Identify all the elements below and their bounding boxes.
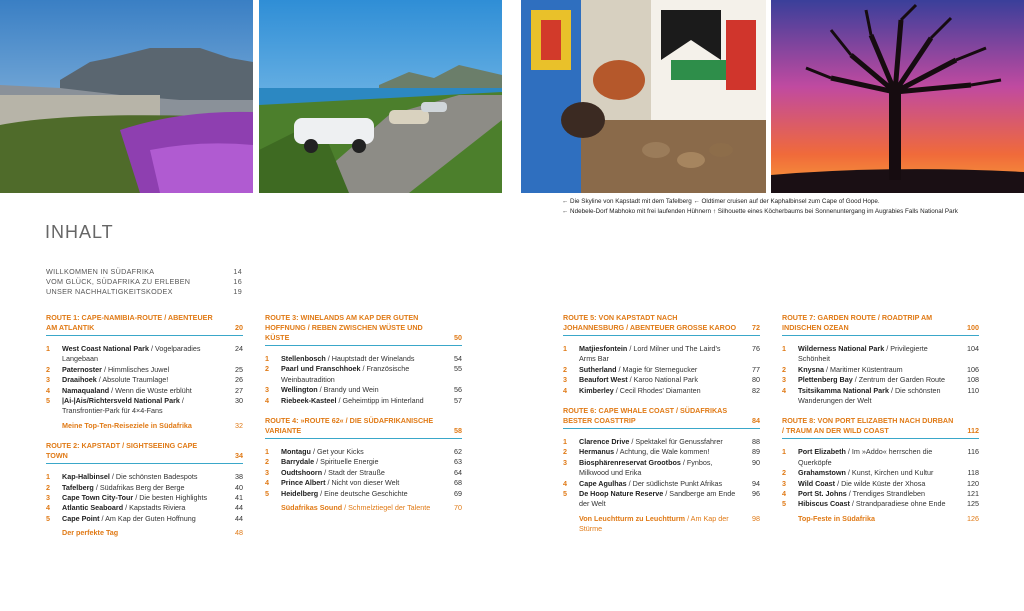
feature-name: Meine Top-Ten-Reiseziele in Südafrika xyxy=(62,420,192,430)
entry-number: 5 xyxy=(782,499,786,509)
entry-desc: / Vogelparadies Langebaan xyxy=(62,344,201,364)
route-heading[interactable] xyxy=(782,313,979,336)
entry-number: 4 xyxy=(265,395,269,405)
entry-text xyxy=(281,364,444,385)
entry-number: 1 xyxy=(563,344,567,353)
entry-number: 3 xyxy=(782,375,786,385)
toc-entry[interactable] xyxy=(563,447,760,457)
entry-number: 3 xyxy=(265,467,269,477)
toc-entry[interactable] xyxy=(265,364,462,385)
entry-desc: / Die besten Highlights xyxy=(133,493,208,503)
entry-desc: / Die wilde Küste der Xhosa xyxy=(835,478,926,488)
toc-entry[interactable] xyxy=(782,447,979,468)
entry-number: 2 xyxy=(782,364,786,374)
entry-name: West Coast National Park xyxy=(62,344,149,353)
page-title: INHALT xyxy=(45,222,114,242)
entry-desc: / Wenn die Wüste erblüht xyxy=(109,385,192,395)
entry-name: De Hoop Nature Reserve xyxy=(579,489,664,499)
toc-entry[interactable] xyxy=(46,375,243,385)
entry-page: 40 xyxy=(235,482,243,492)
toc-entry[interactable] xyxy=(46,472,243,482)
entry-text xyxy=(281,468,444,478)
entry-text xyxy=(579,344,742,365)
entry-number: 1 xyxy=(782,447,786,457)
entry-text xyxy=(281,489,444,499)
entry-page: 25 xyxy=(235,364,243,374)
route-section xyxy=(563,406,760,535)
toc-entry[interactable] xyxy=(782,479,979,489)
entry-text xyxy=(62,514,225,524)
entry-page: 64 xyxy=(454,467,462,477)
entry-page: 41 xyxy=(235,493,243,503)
entry-desc: / Transfrontier-Park für 4×4-Fans xyxy=(62,396,184,416)
toc-entry[interactable] xyxy=(782,468,979,478)
route-heading[interactable] xyxy=(46,441,243,464)
toc-entry[interactable] xyxy=(782,386,979,407)
entry-name: Kap-Halbinsel xyxy=(62,472,110,482)
entry-number: 1 xyxy=(782,344,786,353)
entry-desc: / Magie für Sternegucker xyxy=(616,364,698,374)
entry-page: 77 xyxy=(752,364,760,374)
toc-column-4 xyxy=(782,313,979,534)
entry-name: Tafelberg xyxy=(62,482,94,492)
toc-entry[interactable] xyxy=(563,437,760,447)
entry-text xyxy=(281,385,444,395)
toc-entry[interactable] xyxy=(46,483,243,493)
entry-page: 120 xyxy=(967,478,979,488)
entry-text xyxy=(579,386,742,396)
toc-entry[interactable] xyxy=(563,386,760,396)
entry-number: 1 xyxy=(265,447,269,457)
entry-name: Port St. Johns xyxy=(798,489,847,499)
feature-page: 126 xyxy=(967,513,979,523)
toc-entry[interactable] xyxy=(265,478,462,488)
entry-desc: / Sandberge am Ende der Welt xyxy=(579,489,736,509)
entry-text xyxy=(281,457,444,467)
entry-text xyxy=(281,447,444,457)
entry-text xyxy=(579,458,742,479)
entry-name: Wilderness National Park xyxy=(798,344,885,353)
toc-entry[interactable] xyxy=(563,479,760,489)
route-page: 84 xyxy=(752,416,760,426)
feature-page: 48 xyxy=(235,528,243,538)
entry-text xyxy=(798,365,961,375)
route-page: 34 xyxy=(235,451,243,461)
entry-number: 1 xyxy=(265,354,269,363)
entry-text xyxy=(579,375,742,385)
entry-page: 44 xyxy=(235,503,243,513)
toc-entry[interactable] xyxy=(265,468,462,478)
entry-desc: / Absolute Traumlage! xyxy=(96,375,169,385)
toc-feature-entry[interactable] xyxy=(782,514,979,524)
feature-text xyxy=(798,514,961,524)
entry-desc: / Trendiges Strandleben xyxy=(846,489,926,499)
toc-feature-entry[interactable] xyxy=(46,421,243,431)
entry-number: 4 xyxy=(782,489,786,499)
entry-name: Prince Albert xyxy=(281,478,326,488)
entry-text xyxy=(62,493,225,503)
entry-desc: / Am Kap der Guten Hoffnung xyxy=(99,513,196,523)
entry-text xyxy=(281,478,444,488)
route-page: 50 xyxy=(454,333,462,342)
entry-page: 94 xyxy=(752,478,760,488)
entry-number: 3 xyxy=(265,385,269,395)
entry-desc: / Karoo National Park xyxy=(627,375,698,385)
entry-number: 2 xyxy=(46,482,50,492)
entry-page: 106 xyxy=(967,364,979,374)
entry-name: Kimberley xyxy=(579,385,614,395)
entry-text xyxy=(798,344,961,365)
entry-name: |Ai-|Ais/Richtersveld National Park xyxy=(62,396,180,406)
toc-feature-entry[interactable] xyxy=(563,514,760,535)
entry-number: 2 xyxy=(265,364,269,374)
entry-text xyxy=(798,386,961,407)
intro-list xyxy=(46,267,242,296)
entry-name: Tsitsikamma National Park xyxy=(798,385,889,395)
entry-desc: / Französische Weinbautradition xyxy=(281,364,410,384)
feature-page: 98 xyxy=(752,513,760,523)
entry-page: 24 xyxy=(235,344,243,353)
entry-page: 26 xyxy=(235,375,243,385)
entry-name: Atlantic Seaboard xyxy=(62,503,124,513)
route-section xyxy=(782,313,979,406)
feature-desc: / Schmelztiegel der Talente xyxy=(342,503,431,513)
entry-text xyxy=(62,386,225,396)
entry-name: Clarence Drive xyxy=(579,437,630,447)
route-title: ROUTE 3: WINELANDS AM KAP DER GUTEN HOFFNUNG / REBEN ZWISCHEN WÜSTE UND KÜSTE xyxy=(265,313,423,342)
route-title: ROUTE 7: GARDEN ROUTE / ROADTRIP AM INDISCHEN OZEAN xyxy=(782,313,933,332)
entry-page: 63 xyxy=(454,457,462,467)
entry-page: 96 xyxy=(752,489,760,499)
entry-number: 4 xyxy=(782,385,786,395)
route-heading[interactable] xyxy=(46,313,243,336)
entry-name: Cape Point xyxy=(62,513,100,523)
entry-desc: / Im »Addo« herrschen die Querköpfe xyxy=(798,447,933,467)
entry-desc: / Die schönsten Badespots xyxy=(109,472,198,482)
feature-name: Von Leuchtturm zu Leuchtturm xyxy=(579,513,686,523)
entry-desc: / Strandparadiese ohne Ende xyxy=(849,499,946,509)
toc-column-1 xyxy=(46,313,243,549)
entry-page: 116 xyxy=(967,447,979,457)
entry-text xyxy=(62,483,225,493)
entry-page: 69 xyxy=(454,488,462,498)
entry-name: Plettenberg Bay xyxy=(798,375,853,385)
entry-page: 38 xyxy=(235,472,243,482)
entry-number: 4 xyxy=(563,385,567,395)
photo-cape-town-skyline xyxy=(0,0,253,193)
entry-name: Matjiesfontein xyxy=(579,344,628,353)
entry-text xyxy=(579,479,742,489)
entry-name: Wellington xyxy=(281,385,318,395)
entry-text xyxy=(62,472,225,482)
intro-entry[interactable]: VOM GLÜCK, SÜDAFRIKA ZU ERLEBEN 16 xyxy=(46,276,242,286)
entry-name: Montagu xyxy=(281,447,311,457)
route-heading[interactable] xyxy=(563,313,760,336)
entry-page: 27 xyxy=(235,385,243,395)
entry-page: 56 xyxy=(454,385,462,395)
toc-entry[interactable] xyxy=(782,499,979,509)
entry-page: 55 xyxy=(454,364,462,374)
entry-name: Sutherland xyxy=(579,364,617,374)
entry-desc: / Himmlisches Juwel xyxy=(101,364,170,374)
toc-entry[interactable] xyxy=(782,344,979,365)
entry-desc: / Südafrikas Berg der Berge xyxy=(93,482,185,492)
toc-entry[interactable] xyxy=(782,489,979,499)
route-title: ROUTE 6: CAPE WHALE COAST / SÜDAFRIKAS BESTER COASTTRIP xyxy=(563,406,728,426)
entry-name: Grahamstown xyxy=(798,468,846,478)
entry-number: 2 xyxy=(265,457,269,467)
entry-desc: / Geheimtipp im Hinterland xyxy=(336,395,424,405)
route-section xyxy=(46,313,243,431)
route-section xyxy=(265,313,462,406)
entry-desc: / Zentrum der Garden Route xyxy=(852,375,946,385)
entry-page: 30 xyxy=(235,396,243,406)
entry-number: 2 xyxy=(782,468,786,478)
entry-number: 2 xyxy=(563,447,567,457)
entry-name: Knysna xyxy=(798,364,824,374)
entry-page: 68 xyxy=(454,478,462,488)
entry-page: 121 xyxy=(967,489,979,499)
feature-name: Südafrikas Sound xyxy=(281,503,343,513)
entry-page: 104 xyxy=(967,344,979,353)
entry-number: 1 xyxy=(563,437,567,447)
entry-desc: / Spirituelle Energie xyxy=(314,457,379,467)
entry-desc: / Brandy und Wein xyxy=(317,385,379,395)
entry-desc: / Privilegierte Schönheit xyxy=(798,344,928,364)
feature-text xyxy=(62,528,225,538)
entry-desc: / Die schönsten Wanderungen der Welt xyxy=(798,385,941,406)
feature-page: 32 xyxy=(235,420,243,430)
entry-page: 118 xyxy=(967,468,979,478)
entry-page: 88 xyxy=(752,437,760,447)
photo-oldtimer-cars xyxy=(259,0,502,193)
entry-desc: / Eine deutsche Geschichte xyxy=(318,488,408,498)
entry-number: 2 xyxy=(563,364,567,374)
toc-entry[interactable] xyxy=(563,344,760,365)
entry-text xyxy=(579,365,742,375)
entry-page: 80 xyxy=(752,375,760,385)
feature-name: Top-Feste in Südafrika xyxy=(798,513,875,523)
entry-text xyxy=(62,344,225,365)
route-heading[interactable] xyxy=(265,416,462,439)
entry-page: 54 xyxy=(454,354,462,363)
toc-entry[interactable] xyxy=(782,365,979,375)
entry-desc: / Lord Milner und The Laird's Arms Bar xyxy=(579,344,721,364)
route-section xyxy=(563,313,760,396)
toc-entry[interactable] xyxy=(265,385,462,395)
entry-text xyxy=(798,489,961,499)
entry-desc: / Kunst, Kirchen und Kultur xyxy=(845,468,934,478)
entry-text xyxy=(579,447,742,457)
entry-desc: / Fynbos, Milkwood und Erika xyxy=(579,457,713,478)
entry-name: Barrydale xyxy=(281,457,315,467)
entry-name: Biosphärenreservat Grootbos xyxy=(579,457,681,467)
toc-column-2 xyxy=(265,313,462,523)
entry-number: 3 xyxy=(782,478,786,488)
route-title: ROUTE 2: KAPSTADT / SIGHTSEEING CAPE TOWN xyxy=(46,441,198,461)
route-title: ROUTE 1: CAPE-NAMIBIA-ROUTE / ABENTEUER AM ATLANTIK xyxy=(46,313,213,332)
toc-entry[interactable] xyxy=(265,354,462,364)
entry-name: Paternoster xyxy=(62,364,102,374)
entry-text xyxy=(579,437,742,447)
feature-name: Der perfekte Tag xyxy=(62,528,119,538)
entry-number: 4 xyxy=(46,385,50,395)
toc-entry[interactable] xyxy=(265,396,462,406)
entry-page: 125 xyxy=(967,499,979,509)
photo-quiver-tree-sunset xyxy=(771,0,1024,193)
toc-entry[interactable] xyxy=(46,344,243,365)
feature-text xyxy=(579,514,742,535)
toc-column-3 xyxy=(563,313,760,545)
entry-desc: / Achtung, die Wale kommen! xyxy=(614,447,710,457)
entry-text xyxy=(62,375,225,385)
entry-name: Hermanus xyxy=(579,447,615,457)
entry-name: Stellenbosch xyxy=(281,354,326,363)
toc-entry[interactable] xyxy=(46,514,243,524)
entry-text xyxy=(798,375,961,385)
entry-page: 76 xyxy=(752,344,760,353)
entry-text xyxy=(281,354,444,364)
route-title: ROUTE 8: VON PORT ELIZABETH NACH DURBAN / TRAUM AN DER WILD COAST xyxy=(782,416,954,436)
entry-desc: / Kapstadts Riviera xyxy=(123,503,186,513)
toc-entry[interactable] xyxy=(46,386,243,396)
entry-page: 108 xyxy=(967,375,979,385)
entry-desc: / Get your Kicks xyxy=(310,447,364,457)
toc-entry[interactable] xyxy=(265,457,462,467)
entry-number: 1 xyxy=(46,472,50,482)
entry-name: Wild Coast xyxy=(798,478,836,488)
entry-desc: / Stadt der Strauße xyxy=(322,467,385,477)
route-title: ROUTE 5: VON KAPSTADT NACH JOHANNESBURG / ABENTEUER GROSSE KAROO xyxy=(563,313,737,332)
entry-number: 3 xyxy=(563,457,567,467)
entry-number: 4 xyxy=(265,478,269,488)
route-page: 112 xyxy=(967,426,979,436)
toc-entry[interactable] xyxy=(563,458,760,479)
entry-number: 3 xyxy=(46,493,50,503)
entry-number: 5 xyxy=(46,513,50,523)
photo-captions xyxy=(562,197,1002,217)
entry-name: Riebeek-Kasteel xyxy=(281,395,337,405)
route-title: ROUTE 4: »ROUTE 62« / DIE SÜDAFRIKANISCHE VARIANTE xyxy=(265,416,434,436)
intro-entry[interactable]: UNSER NACHHALTIGKEITSKODEX 19 xyxy=(46,286,242,296)
entry-desc: / Der südlichste Punkt Afrikas xyxy=(626,478,723,488)
route-section xyxy=(782,416,979,524)
entry-desc: / Maritimer Küstentraum xyxy=(823,364,903,374)
entry-page: 90 xyxy=(752,457,760,467)
toc-entry[interactable] xyxy=(46,493,243,503)
feature-text xyxy=(281,503,444,513)
entry-name: Oudtshoorn xyxy=(281,467,323,477)
entry-text xyxy=(798,468,961,478)
entry-text xyxy=(62,365,225,375)
route-heading[interactable] xyxy=(265,313,462,346)
route-section xyxy=(265,416,462,513)
toc-entry[interactable] xyxy=(563,375,760,385)
entry-name: Cape Agulhas xyxy=(579,478,627,488)
entry-name: Namaqualand xyxy=(62,385,110,395)
caption-line: ← Die Skyline von Kapstadt mit dem Tafelberg ← Oldtimer cruisen auf der Kaphalbinsel zum Cape of Good Hope. xyxy=(562,198,880,205)
entry-page: 82 xyxy=(752,385,760,395)
entry-number: 5 xyxy=(563,489,567,499)
entry-number: 4 xyxy=(563,478,567,488)
intro-entry[interactable]: WILLKOMMEN IN SÜDAFRIKA 14 xyxy=(46,267,242,276)
entry-page: 44 xyxy=(235,513,243,523)
toc-entry[interactable] xyxy=(782,375,979,385)
entry-page: 62 xyxy=(454,447,462,457)
entry-page: 57 xyxy=(454,395,462,405)
entry-page: 110 xyxy=(967,385,979,395)
toc-entry[interactable] xyxy=(46,396,243,417)
entry-number: 5 xyxy=(46,396,50,406)
entry-text xyxy=(62,503,225,513)
toc-entry[interactable] xyxy=(265,489,462,499)
route-page: 72 xyxy=(752,323,760,332)
toc-entry[interactable] xyxy=(46,503,243,513)
entry-name: Draaihoek xyxy=(62,375,97,385)
entry-desc: / Nicht von dieser Welt xyxy=(325,478,400,488)
entry-name: Cape Town City-Tour xyxy=(62,493,134,503)
toc-entry[interactable] xyxy=(563,489,760,510)
entry-text xyxy=(281,396,444,406)
toc-entry[interactable] xyxy=(46,365,243,375)
entry-text xyxy=(798,499,961,509)
entry-number: 1 xyxy=(46,344,50,353)
entry-name: Hibiscus Coast xyxy=(798,499,850,509)
entry-name: Paarl und Franschhoek xyxy=(281,364,361,374)
toc-entry[interactable] xyxy=(265,447,462,457)
route-heading[interactable] xyxy=(563,406,760,429)
entry-number: 2 xyxy=(46,364,50,374)
route-section xyxy=(46,441,243,538)
toc-feature-entry[interactable] xyxy=(265,503,462,513)
feature-page: 70 xyxy=(454,503,462,513)
entry-text xyxy=(798,447,961,468)
entry-desc: / Cecil Rhodes' Diamanten xyxy=(613,385,701,395)
entry-number: 4 xyxy=(46,503,50,513)
toc-feature-entry[interactable] xyxy=(46,528,243,538)
entry-desc: / Hauptstadt der Winelands xyxy=(325,354,415,363)
toc-entry[interactable] xyxy=(563,365,760,375)
entry-text xyxy=(798,479,961,489)
route-page: 58 xyxy=(454,426,462,436)
feature-desc: / Am Kap der Stürme xyxy=(579,513,729,534)
entry-page: 89 xyxy=(752,447,760,457)
entry-name: Port Elizabeth xyxy=(798,447,846,457)
entry-number: 3 xyxy=(563,375,567,385)
entry-number: 5 xyxy=(265,488,269,498)
route-heading[interactable] xyxy=(782,416,979,439)
route-page: 20 xyxy=(235,323,243,332)
entry-text xyxy=(62,396,225,417)
entry-desc: / Spektakel für Genussfahrer xyxy=(629,437,723,447)
entry-number: 3 xyxy=(46,375,50,385)
entry-name: Heidelberg xyxy=(281,488,319,498)
caption-line: ← Ndebele-Dorf Mabhoko mit frei laufenden Hühnern ↑ Silhouette eines Köcherbaums bei Sonnenuntergang im Augrabies Falls National Park xyxy=(562,208,958,215)
feature-text xyxy=(62,421,225,431)
entry-text xyxy=(579,489,742,510)
route-page: 100 xyxy=(967,323,979,332)
photo-ndebele-village-chickens xyxy=(521,0,766,193)
entry-name: Beaufort West xyxy=(579,375,628,385)
